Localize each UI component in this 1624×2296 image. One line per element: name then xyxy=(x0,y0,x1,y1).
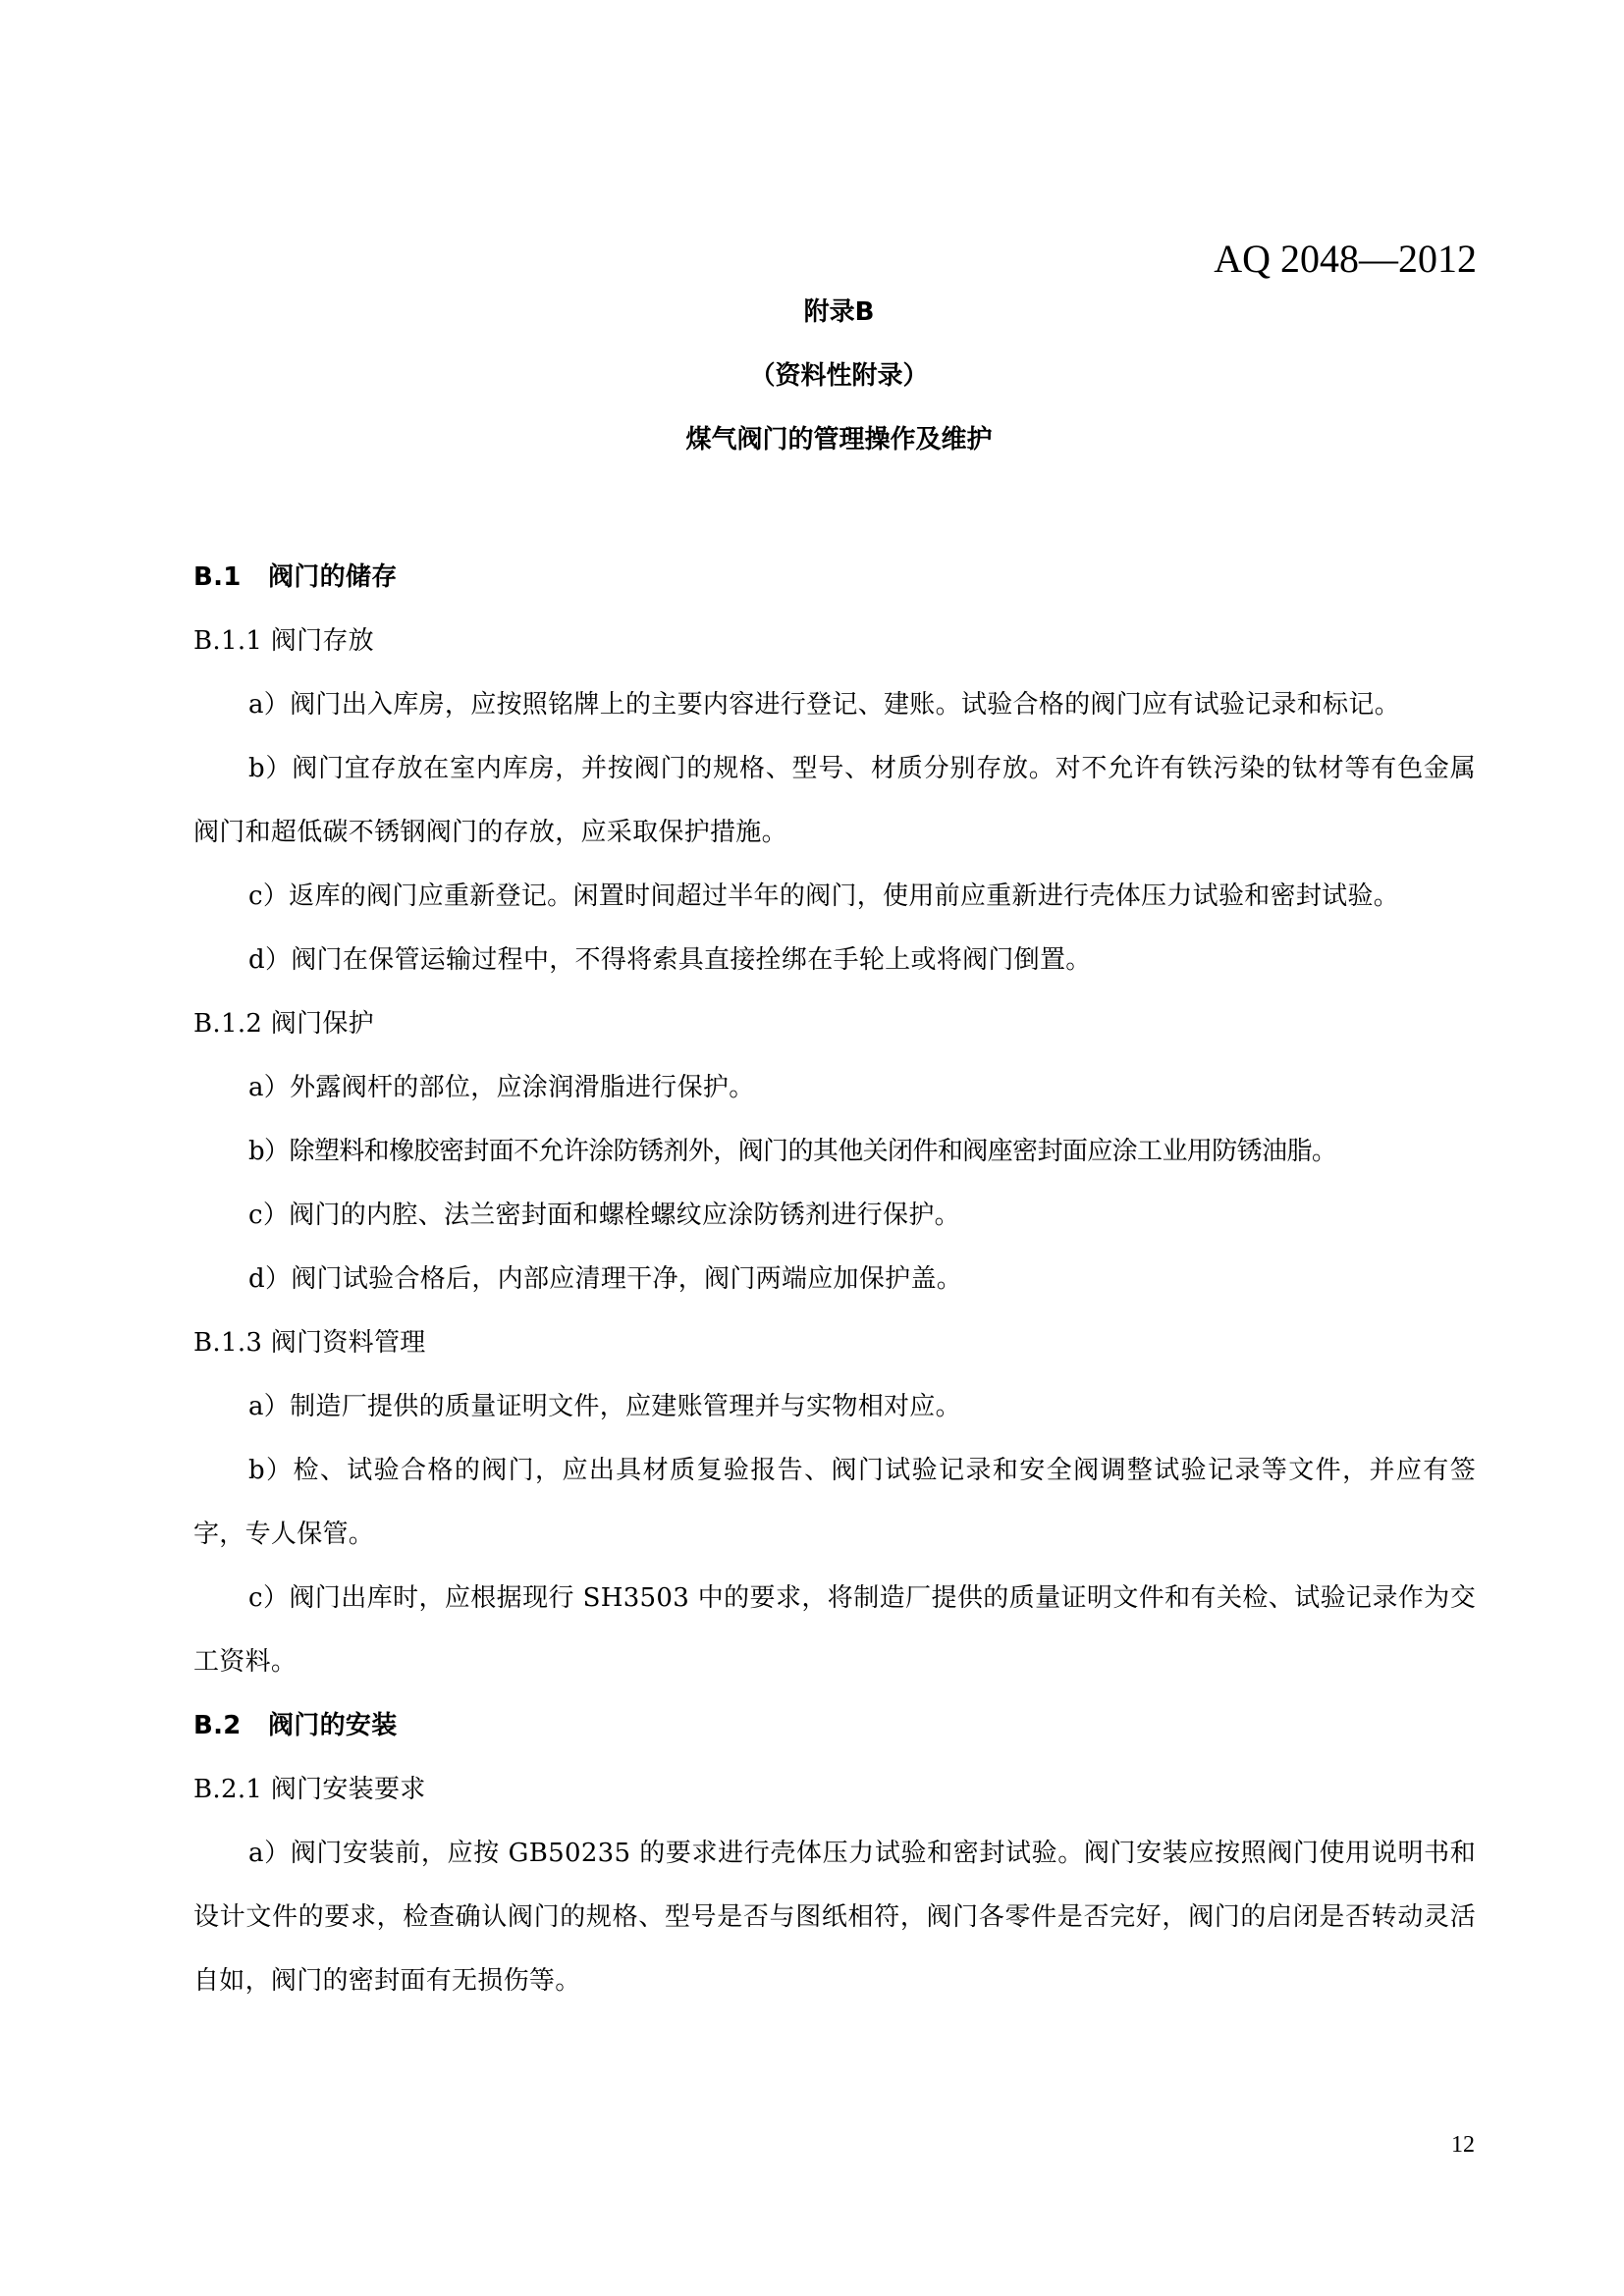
appendix-type: （资料性附录） xyxy=(749,361,929,391)
subsection-heading-b1-1: B.1.1 阀门存放 xyxy=(193,626,374,656)
appendix-title: 煤气阀门的管理操作及维护 xyxy=(685,425,993,454)
standard-code: AQ 2048—2012 xyxy=(1214,237,1477,281)
subsection-heading-b1-2: B.1.2 阀门保护 xyxy=(193,1009,374,1039)
page-number: 12 xyxy=(1451,2132,1475,2158)
section-number: B.2 xyxy=(193,1711,242,1740)
paragraph-b1-3-a: a）制造厂提供的质量证明文件，应建账管理并与实物相对应。 xyxy=(248,1392,961,1421)
section-heading-b1 xyxy=(193,546,1476,610)
section-heading-b2 xyxy=(193,1694,1476,1758)
paragraph-b1-2-c: c）阀门的内腔、法兰密封面和螺栓螺纹应涂防锈剂进行保护。 xyxy=(248,1201,960,1230)
subsection-heading-b2-1: B.2.1 阀门安装要求 xyxy=(193,1775,426,1804)
paragraph-b2-1-a: a）阀门安装前，应按 GB50235 的要求进行壳体压力试验和密封试验。阀门安装应按照阀门使用说明书和设计文件的要求，检查确认阀门的规格、型号是否与图纸相符，阀门各零件是否完好，阀门的启闭是否转动灵活自如，阀门的密封面有无损伤等。 xyxy=(193,1839,1476,1996)
paragraph-b1-1-a: a）阀门出入库房，应按照铭牌上的主要内容进行登记、建账。试验合格的阀门应有试验记录和标记。 xyxy=(248,690,1401,720)
paragraph-b1-1-c: c）返库的阀门应重新登记。闲置时间超过半年的阀门，使用前应重新进行壳体压力试验和密封试验。 xyxy=(248,881,1400,911)
section-title: 阀门的安装 xyxy=(268,1711,398,1740)
subsection-heading-b1-3: B.1.3 阀门资料管理 xyxy=(193,1328,426,1358)
appendix-label: 附录B xyxy=(803,297,875,327)
paragraph-b1-2-b: b）除塑料和橡胶密封面不允许涂防锈剂外，阀门的其他关闭件和阀座密封面应涂工业用防锈油脂。 xyxy=(248,1137,1337,1166)
document-body xyxy=(193,546,1476,2013)
paragraph-b1-3-c: c）阀门出库时，应根据现行 SH3503 中的要求，将制造厂提供的质量证明文件和有关检、试验记录作为交工资料。 xyxy=(193,1583,1476,1677)
section-number: B.1 xyxy=(193,562,242,592)
paragraph-b1-1-d: d）阀门在保管运输过程中，不得将索具直接拴绑在手轮上或将阀门倒置。 xyxy=(248,945,1092,975)
paragraph-b1-3-b: b）检、试验合格的阀门，应出具材质复验报告、阀门试验记录和安全阀调整试验记录等文件，并应有签字，专人保管。 xyxy=(193,1456,1476,1549)
paragraph-b1-2-a: a）外露阀杆的部位，应涂润滑脂进行保护。 xyxy=(248,1073,755,1102)
paragraph-b1-1-b: b）阀门宜存放在室内库房，并按阀门的规格、型号、材质分别存放。对不允许有铁污染的钛材等有色金属阀门和超低碳不锈钢阀门的存放，应采取保护措施。 xyxy=(193,754,1476,847)
section-title: 阀门的储存 xyxy=(268,562,398,592)
paragraph-b1-2-d: d）阀门试验合格后，内部应清理干净，阀门两端应加保护盖。 xyxy=(248,1264,963,1294)
